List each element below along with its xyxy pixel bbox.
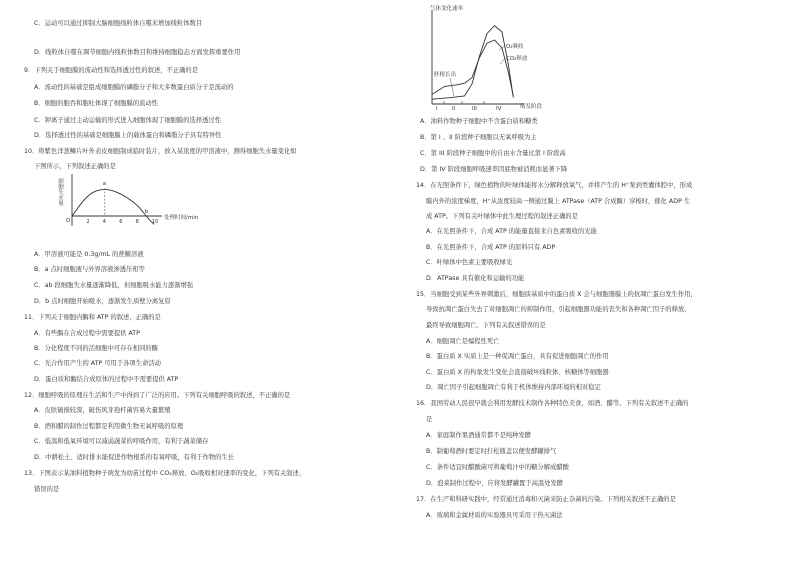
left-text-line: 下图所示，下列叙述正确的是 <box>34 163 116 170</box>
fig13-co2-legend: CO₂释放 <box>506 56 528 62</box>
fig10-tick-label: 10 <box>152 219 159 225</box>
right-text-line: C．蛋白质 X 的构象发生变化会直接破坏线粒体、核糖体等细胞器 <box>426 369 609 376</box>
right-text-line: D．凋亡因子引起细胞凋亡有利于机体维持内部环境的相对稳定 <box>426 384 601 391</box>
left-text-line: D．选择透过性的基础是细胞膜上的载体蛋白和磷脂分子具有特异性 <box>34 132 222 139</box>
fig10-tick-label: 6 <box>119 219 123 225</box>
right-text-line: A．家庭制作果酒通常都不是纯种发酵 <box>426 432 532 439</box>
right-text-line: A．玻璃和金属材质的实验器具可采用干热灭菌法 <box>426 512 563 519</box>
left-text-line: D．蛋白质和酶结合成原体的过程中不需要提供 ATP <box>34 376 179 383</box>
right-text-line: B．第 I 、II 阶段种子细胞以无氧呼吸为主 <box>420 134 537 141</box>
left-text-line: A．流动性的基础是组成细胞膜的磷脂分子和大多数蛋白质分子是流动的 <box>34 84 234 91</box>
right-text-line: B．在光照条件下，合成 ATP 的原料只有 ADP <box>426 244 556 251</box>
figure-10-water-loss-chart <box>58 170 228 246</box>
fig13-annotation-pointer <box>450 78 454 96</box>
fig10-point-a: a <box>102 181 107 187</box>
left-text-line: 12．细胞呼吸的原理在生活和生产中得到了广泛的应用。下列有关细胞呼吸的叙述，不正确的是 <box>24 392 291 399</box>
left-text-line: 9．下列关于细胞膜的流动性和选择透过性的叙述，不正确的是 <box>24 67 199 74</box>
figure-13-gas-rate-chart <box>424 4 554 112</box>
right-text-line: 17．在生产和科研实践中，经常通过消毒和灭菌来防止杂菌的污染。下列相关叙述不正确的是 <box>416 496 676 503</box>
left-text-line: B．a 点时细胞液与外界溶液渗透压相等 <box>34 266 145 273</box>
left-text-line: 10．将紫色洋葱鳞片叶外表皮细胞制成临时装片，放入某浓度的甲溶液中，测得细胞失水量变化如 <box>24 148 297 155</box>
right-text-line: C．条件适宜时醋酸菌可将葡萄汁中的糖分解成醋酸 <box>426 464 569 471</box>
right-text-line: 成 ATP。下列有关叶绿体中此生理过程的叙述正确的是 <box>426 213 578 220</box>
left-text-line: 11．下列关于细胞内酶和 ATP 的叙述，正确的是 <box>24 314 161 321</box>
right-text-line: 导致抗凋亡蛋白失去了对细胞凋亡的抑制作用，引起细胞器功能的丧失和各种凋亡因子的释放， <box>426 306 691 313</box>
fig10-curve <box>72 189 154 224</box>
fig13-y-label: 气体变化速率 <box>430 6 464 12</box>
left-text-line: B．酒和醋的制作过程都是利用微生物无氧呼吸的原理 <box>34 423 184 430</box>
left-text-line: A．皮肤破损较深，破伤风芽孢杆菌容易大量繁殖 <box>34 407 171 414</box>
right-text-line: A．油料作物种子细胞中不含蛋白质和糖类 <box>420 118 538 125</box>
left-text-line: A．有些酶在合成过程中需要提供 ATP <box>34 330 140 337</box>
fig13-stage-label: IV <box>496 106 502 112</box>
left-text-line: B．分化程度不同的活细胞中可存在相同的酶 <box>34 345 158 352</box>
fig10-tick-label: 2 <box>86 219 90 225</box>
right-text-line: D．第 IV 阶段细胞呼吸速率因底物被消耗而显著下降 <box>420 166 568 173</box>
right-text-line: D．泡菜制作过程中，应将发酵罐置于高温处发酵 <box>426 480 564 487</box>
right-text-line: D．ATPase 具有催化和运输的功能 <box>426 275 525 282</box>
fig10-point-b: b <box>144 209 149 215</box>
fig10-origin: O <box>66 218 71 224</box>
fig13-x-label: 萌发阶段 <box>520 104 543 110</box>
fig10-y-label: 细胞失水量 <box>57 178 63 206</box>
right-text-line: A．在光照条件下，合成 ATP 的能量直接来自色素吸收的光能 <box>426 228 597 235</box>
right-text-line: B．制葡萄酒时要定时拧松瓶盖以便发酵罐排气 <box>426 448 557 455</box>
fig13-stage-label: III <box>472 106 477 112</box>
right-text-line: C．叶绿体中色素主要吸收绿光 <box>426 259 513 266</box>
left-text-line: C．光合作用产生的 ATP 可用于各项生命活动 <box>34 360 161 367</box>
fig10-tick-label: 8 <box>135 219 139 225</box>
fig10-tick-label: 4 <box>102 219 106 225</box>
fig13-annotation: 胚根长出 <box>434 72 457 78</box>
left-text-line: 13．下图表示某油料植物种子萌发为幼苗过程中 CO₂释放、O₂吸收相对速率的变化，下列有关叙述， <box>24 470 306 477</box>
fig13-o2-legend: O₂吸收 <box>506 44 524 50</box>
left-text-line: 错误的是 <box>34 486 60 493</box>
left-text-line: C．低温和低氧环境可以减弱蔬菜的呼吸作用，有利于蔬菜储存 <box>34 438 209 445</box>
right-text-line: 最终导致细胞凋亡。下列有关叙述错误的是 <box>426 322 546 329</box>
fig13-stage-label: I <box>436 106 438 112</box>
left-text-line: C．ab 段细胞失水量逐渐降低，但细胞吸水能力逐渐增强 <box>34 282 194 289</box>
right-text-line: 16．我国劳动人民很早就会利用发酵技术制作各种特色美食，如酒、醋等。下列有关叙述不正确的 <box>416 400 689 407</box>
left-text-line: C．运动可以通过抑制大脑细胞线粒体自噬来增加线粒体数目 <box>34 20 203 27</box>
left-text-line: A．甲溶液可能是 0.3g/mL 的蔗糖溶液 <box>34 251 144 258</box>
fig10-x-label: 处理时间/min <box>164 215 199 221</box>
right-text-line: A．细胞凋亡是编程性死亡 <box>426 338 500 345</box>
left-text-line: D．中耕松土、适时排水能促进作物根系的有氧呼吸，有利于作物的生长 <box>34 454 235 461</box>
right-text-line: 14．在光照条件下，绿色植物的叶绿体能将水分解释放氧气，并将产生的 H⁺泵到类囊体腔中，形成 <box>416 182 693 189</box>
right-text-line: 是 <box>426 416 433 423</box>
right-text-line: C．第 III 阶段种子细胞中的自由水含量比第 I 阶段高 <box>420 150 566 157</box>
right-text-line: 15．当细胞受到某些外界刺激后，细胞质基质中的蛋白质 X 会与细胞器膜上的抗凋亡蛋白发生作用， <box>416 291 697 298</box>
left-text-line: B．细胞的胞吞和胞吐体现了细胞膜的流动性 <box>34 100 158 107</box>
right-text-line: 膜内外的浓度梯度，H⁺从浓度较高一侧通过膜上 ATPase（ATP 合成酶）穿梭时，催化 ADP 生 <box>426 198 691 205</box>
fig13-stage-label: II <box>452 106 456 112</box>
left-text-line: D．线粒体自噬在调节细胞内线粒体数目和维持细胞稳态方面发挥重要作用 <box>34 49 241 56</box>
left-text-line: D．b 点时细胞开始吸水，逐渐发生质壁分离复原 <box>34 298 171 305</box>
left-text-line: C．钾离子通过主动运输的形式进入细胞体现了细胞膜的选择透过性 <box>34 117 222 124</box>
fig13-co2-legend-pointer <box>500 58 505 64</box>
right-text-line: B．蛋白质 X 实质上是一种促凋亡蛋白，具有促进细胞凋亡的作用 <box>426 353 609 360</box>
